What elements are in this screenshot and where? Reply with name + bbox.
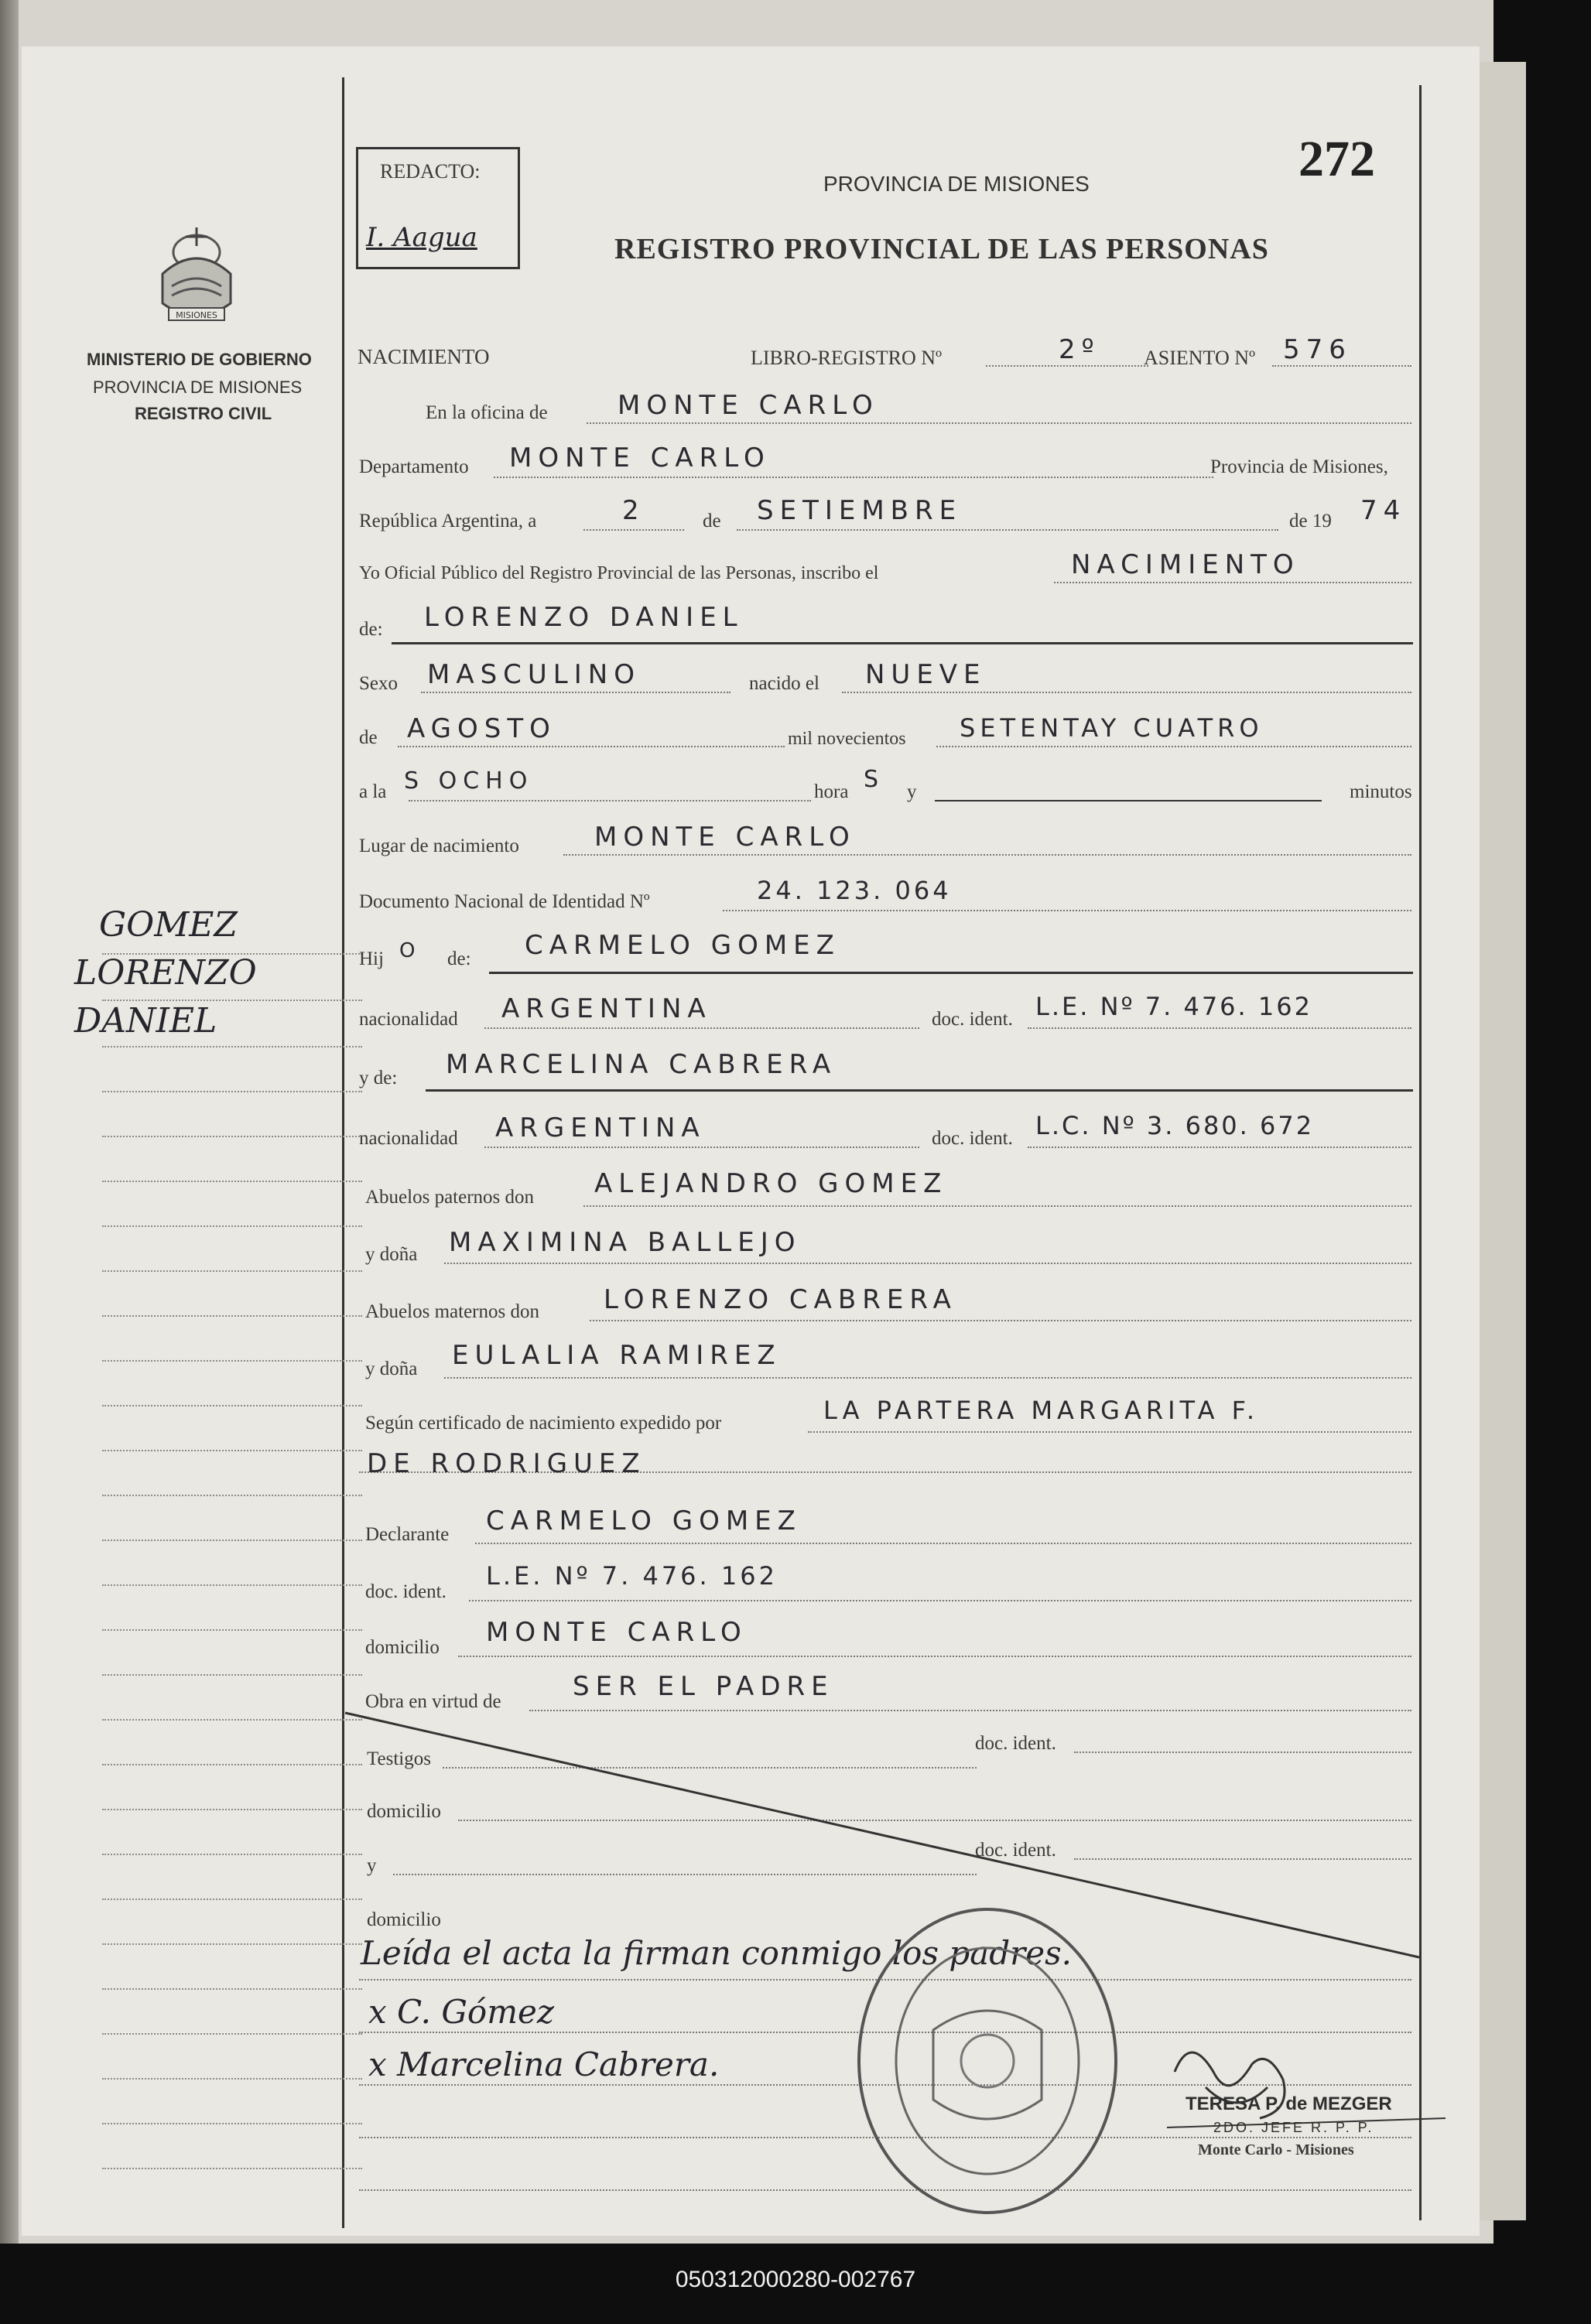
seal-text: MISIONES (176, 310, 217, 320)
obra-label: Obra en virtud de (365, 1691, 501, 1712)
father-doc-label: doc. ident. (932, 1009, 1013, 1030)
official-title: 2DO. JEFE R. P. P. (1213, 2120, 1374, 2135)
margin-line (102, 2168, 362, 2169)
margin-second-name: DANIEL (74, 1001, 217, 1041)
name-line (392, 642, 1413, 644)
oficina-value: MONTE CARLO (618, 390, 879, 421)
margin-line (102, 1495, 362, 1496)
name-value: LORENZO DANIEL (424, 602, 744, 633)
document-id: 050312000280-002767 (675, 2267, 916, 2292)
y-de-label: y de: (359, 1068, 398, 1089)
registry-stamp-icon (848, 1899, 1127, 2223)
republica-label: República Argentina, a (359, 511, 537, 531)
margin-line (102, 2033, 362, 2035)
libro-line (986, 365, 1148, 367)
y-testigo-label: y (367, 1855, 377, 1876)
abuelos-maternos-label: Abuelos maternos don (365, 1301, 539, 1322)
margin-line (102, 1674, 362, 1676)
asiento-line (1272, 365, 1411, 367)
margin-line (102, 1091, 362, 1092)
margin-line (102, 1854, 362, 1855)
margin-line (102, 1136, 362, 1137)
official-place: Monte Carlo - Misiones (1198, 2141, 1354, 2158)
father-nationality-line (484, 1027, 919, 1029)
signature-father: x C. Gómez (368, 1993, 555, 2031)
segun-value-2: DE RODRIGUEZ (367, 1448, 646, 1479)
obra-value: SER EL PADRE (573, 1671, 834, 1702)
horas-value: S (864, 766, 885, 793)
margin-line (102, 1225, 362, 1227)
hijo-label: Hij (359, 948, 384, 969)
year-prefix: de 19 (1289, 511, 1332, 531)
departamento-label: Departamento (359, 456, 469, 477)
de-month-label: de (359, 727, 378, 748)
departamento-line (494, 477, 1213, 478)
misiones-seal-icon (145, 212, 248, 328)
closing-statement: Leída el acta la firman conmigo los padres. (361, 1934, 1073, 1972)
inscribo-value: NACIMIENTO (1071, 549, 1300, 580)
margin-line (102, 1988, 362, 1990)
abuelo-paterno-line (583, 1205, 1411, 1207)
asiento-label: ASIENTO Nº (1144, 347, 1256, 369)
mil-line (936, 746, 1411, 747)
libro-label: LIBRO-REGISTRO Nº (751, 347, 943, 369)
father-doc-line (1028, 1027, 1411, 1029)
sexo-value: MASCULINO (427, 659, 641, 690)
month-value: SETIEMBRE (757, 495, 963, 526)
margin-line (102, 953, 362, 955)
mil-value: SETENTAY CUATRO (960, 713, 1264, 743)
de-label: de (703, 511, 721, 531)
sexo-line (421, 692, 730, 693)
domicilio-label: domicilio (365, 1637, 440, 1658)
mother-nationality-line (484, 1147, 919, 1148)
testigo-domicilio-label: domicilio (367, 1801, 441, 1822)
margin-line (102, 1540, 362, 1541)
domicilio-line (458, 1656, 1411, 1657)
dni-label: Documento Nacional de Identidad Nº (359, 891, 650, 912)
oficina-label: En la oficina de (426, 402, 548, 423)
segun-label: Según certificado de nacimiento expedido por (365, 1413, 722, 1434)
margin-line (102, 1000, 362, 1001)
departamento-value: MONTE CARLO (509, 443, 771, 473)
segun-line (808, 1431, 1411, 1433)
civil-registry-label: REGISTRO CIVIL (135, 404, 272, 423)
margin-line (102, 1629, 362, 1631)
de-name-label: de: (359, 619, 383, 640)
page-number: 272 (1298, 131, 1375, 187)
testigos-label: Testigos (367, 1748, 431, 1769)
month-line (737, 529, 1278, 531)
margin-line (102, 1360, 362, 1362)
margin-line (102, 1899, 362, 1900)
mother-line (426, 1089, 1413, 1092)
registry-title: REGISTRO PROVINCIAL DE LAS PERSONAS (614, 233, 1269, 265)
hijo-suffix: O (399, 939, 422, 962)
margin-line (102, 1270, 362, 1272)
dni-value: 24. 123. 064 (757, 876, 952, 905)
margin-line (102, 2123, 362, 2124)
father-nationality-label: nacionalidad (359, 1009, 458, 1030)
horas-label: hora (814, 781, 849, 802)
abuela-materna-value: EULALIA RAMIREZ (452, 1340, 782, 1371)
left-province-label: PROVINCIA DE MISIONES (93, 378, 303, 397)
libro-value: 2º (1059, 334, 1100, 365)
declarante-doc-value: L.E. Nº 7. 476. 162 (486, 1561, 778, 1591)
mother-nationality-value: ARGENTINA (495, 1112, 706, 1143)
inscribo-line (1054, 582, 1411, 583)
margin-line (102, 1046, 362, 1048)
provincia-label: Provincia de Misiones, (1210, 456, 1388, 477)
declarante-doc-label: doc. ident. (365, 1581, 447, 1602)
lugar-line (563, 854, 1411, 856)
nacido-value: NUEVE (865, 659, 987, 690)
sexo-label: Sexo (359, 673, 398, 694)
alas-line (409, 800, 811, 801)
margin-first-name: LORENZO (74, 953, 257, 993)
abuela-materna-line (444, 1377, 1411, 1379)
abuelo-materno-line (590, 1320, 1411, 1321)
redacto-label: REDACTO: (380, 160, 481, 183)
alas-label: a la (359, 781, 387, 802)
nacido-label: nacido el (749, 673, 819, 694)
lugar-label: Lugar de nacimiento (359, 836, 519, 856)
declarante-value: CARMELO GOMEZ (486, 1505, 802, 1536)
yo-oficial-label: Yo Oficial Público del Registro Provincial de las Personas, inscribo el (359, 563, 879, 583)
abuelo-materno-value: LORENZO CABRERA (604, 1284, 957, 1315)
domicilio-value: MONTE CARLO (486, 1617, 748, 1648)
declarante-line (475, 1543, 1411, 1544)
mother-doc-line (1028, 1147, 1411, 1148)
redacto-box (356, 147, 520, 269)
mother-doc-label: doc. ident. (932, 1128, 1013, 1149)
margin-line (102, 1764, 362, 1765)
province-heading: PROVINCIA DE MISIONES (823, 172, 1090, 196)
year-value: 74 (1360, 495, 1407, 526)
nacido-line (842, 692, 1411, 693)
alas-value: S OCHO (404, 767, 534, 795)
margin-line (102, 1943, 362, 1945)
testigo2-domicilio-label: domicilio (367, 1909, 441, 1930)
margin-line (102, 1719, 362, 1721)
declarante-label: Declarante (365, 1524, 450, 1545)
margin-line (102, 1181, 362, 1182)
abuela-materna-label: y doña (365, 1359, 418, 1379)
birth-month-value: AGOSTO (407, 713, 556, 744)
margin-line (102, 1584, 362, 1586)
mil-label: mil novecientos (788, 729, 906, 749)
act-type: NACIMIENTO (358, 345, 490, 368)
redacto-value: I. Aagua (366, 222, 477, 253)
minutos-label: minutos (1350, 781, 1412, 802)
mother-doc-value: L.C. Nº 3. 680. 672 (1035, 1111, 1315, 1140)
abuela-paterna-label: y doña (365, 1244, 418, 1265)
segun-value: LA PARTERA MARGARITA F. (823, 1396, 1260, 1425)
dni-line (723, 910, 1411, 911)
book-spine (0, 0, 19, 2244)
asiento-value: 576 (1283, 334, 1352, 365)
y-label: y (907, 781, 917, 802)
testigo-doc-label: doc. ident. (975, 1733, 1056, 1754)
margin-line (102, 2078, 362, 2080)
mother-nationality-label: nacionalidad (359, 1128, 458, 1149)
margin-line (102, 1450, 362, 1451)
day-value: 2 (622, 495, 645, 526)
margin-line (102, 1315, 362, 1317)
registry-page (22, 46, 1480, 2236)
mother-value: MARCELINA CABRERA (446, 1049, 837, 1080)
ministry-label: MINISTERIO DE GOBIERNO (87, 350, 312, 369)
birth-month-line (398, 746, 785, 747)
abuelos-paternos-label: Abuelos paternos don (365, 1187, 535, 1208)
abuela-paterna-value: MAXIMINA BALLEJO (449, 1227, 802, 1258)
abuela-paterna-line (444, 1263, 1411, 1264)
testigo2-doc-label: doc. ident. (975, 1840, 1056, 1861)
abuelo-paterno-value: ALEJANDRO GOMEZ (594, 1168, 948, 1199)
father-value: CARMELO GOMEZ (525, 930, 840, 961)
lugar-value: MONTE CARLO (594, 822, 856, 853)
official-name: TERESA P. de MEZGER (1186, 2093, 1392, 2114)
margin-line (102, 1809, 362, 1810)
father-doc-value: L.E. Nº 7. 476. 162 (1035, 992, 1312, 1021)
margin-line (102, 1405, 362, 1406)
oficina-line (587, 422, 1411, 424)
declarante-doc-line (469, 1600, 1411, 1601)
father-nationality-value: ARGENTINA (501, 993, 712, 1024)
hijo-de-label: de: (447, 948, 471, 969)
father-line (489, 972, 1413, 974)
minutos-line (935, 800, 1322, 801)
margin-surname: GOMEZ (99, 905, 238, 945)
signature-mother: x Marcelina Cabrera. (368, 2045, 720, 2083)
day-line (583, 529, 684, 531)
